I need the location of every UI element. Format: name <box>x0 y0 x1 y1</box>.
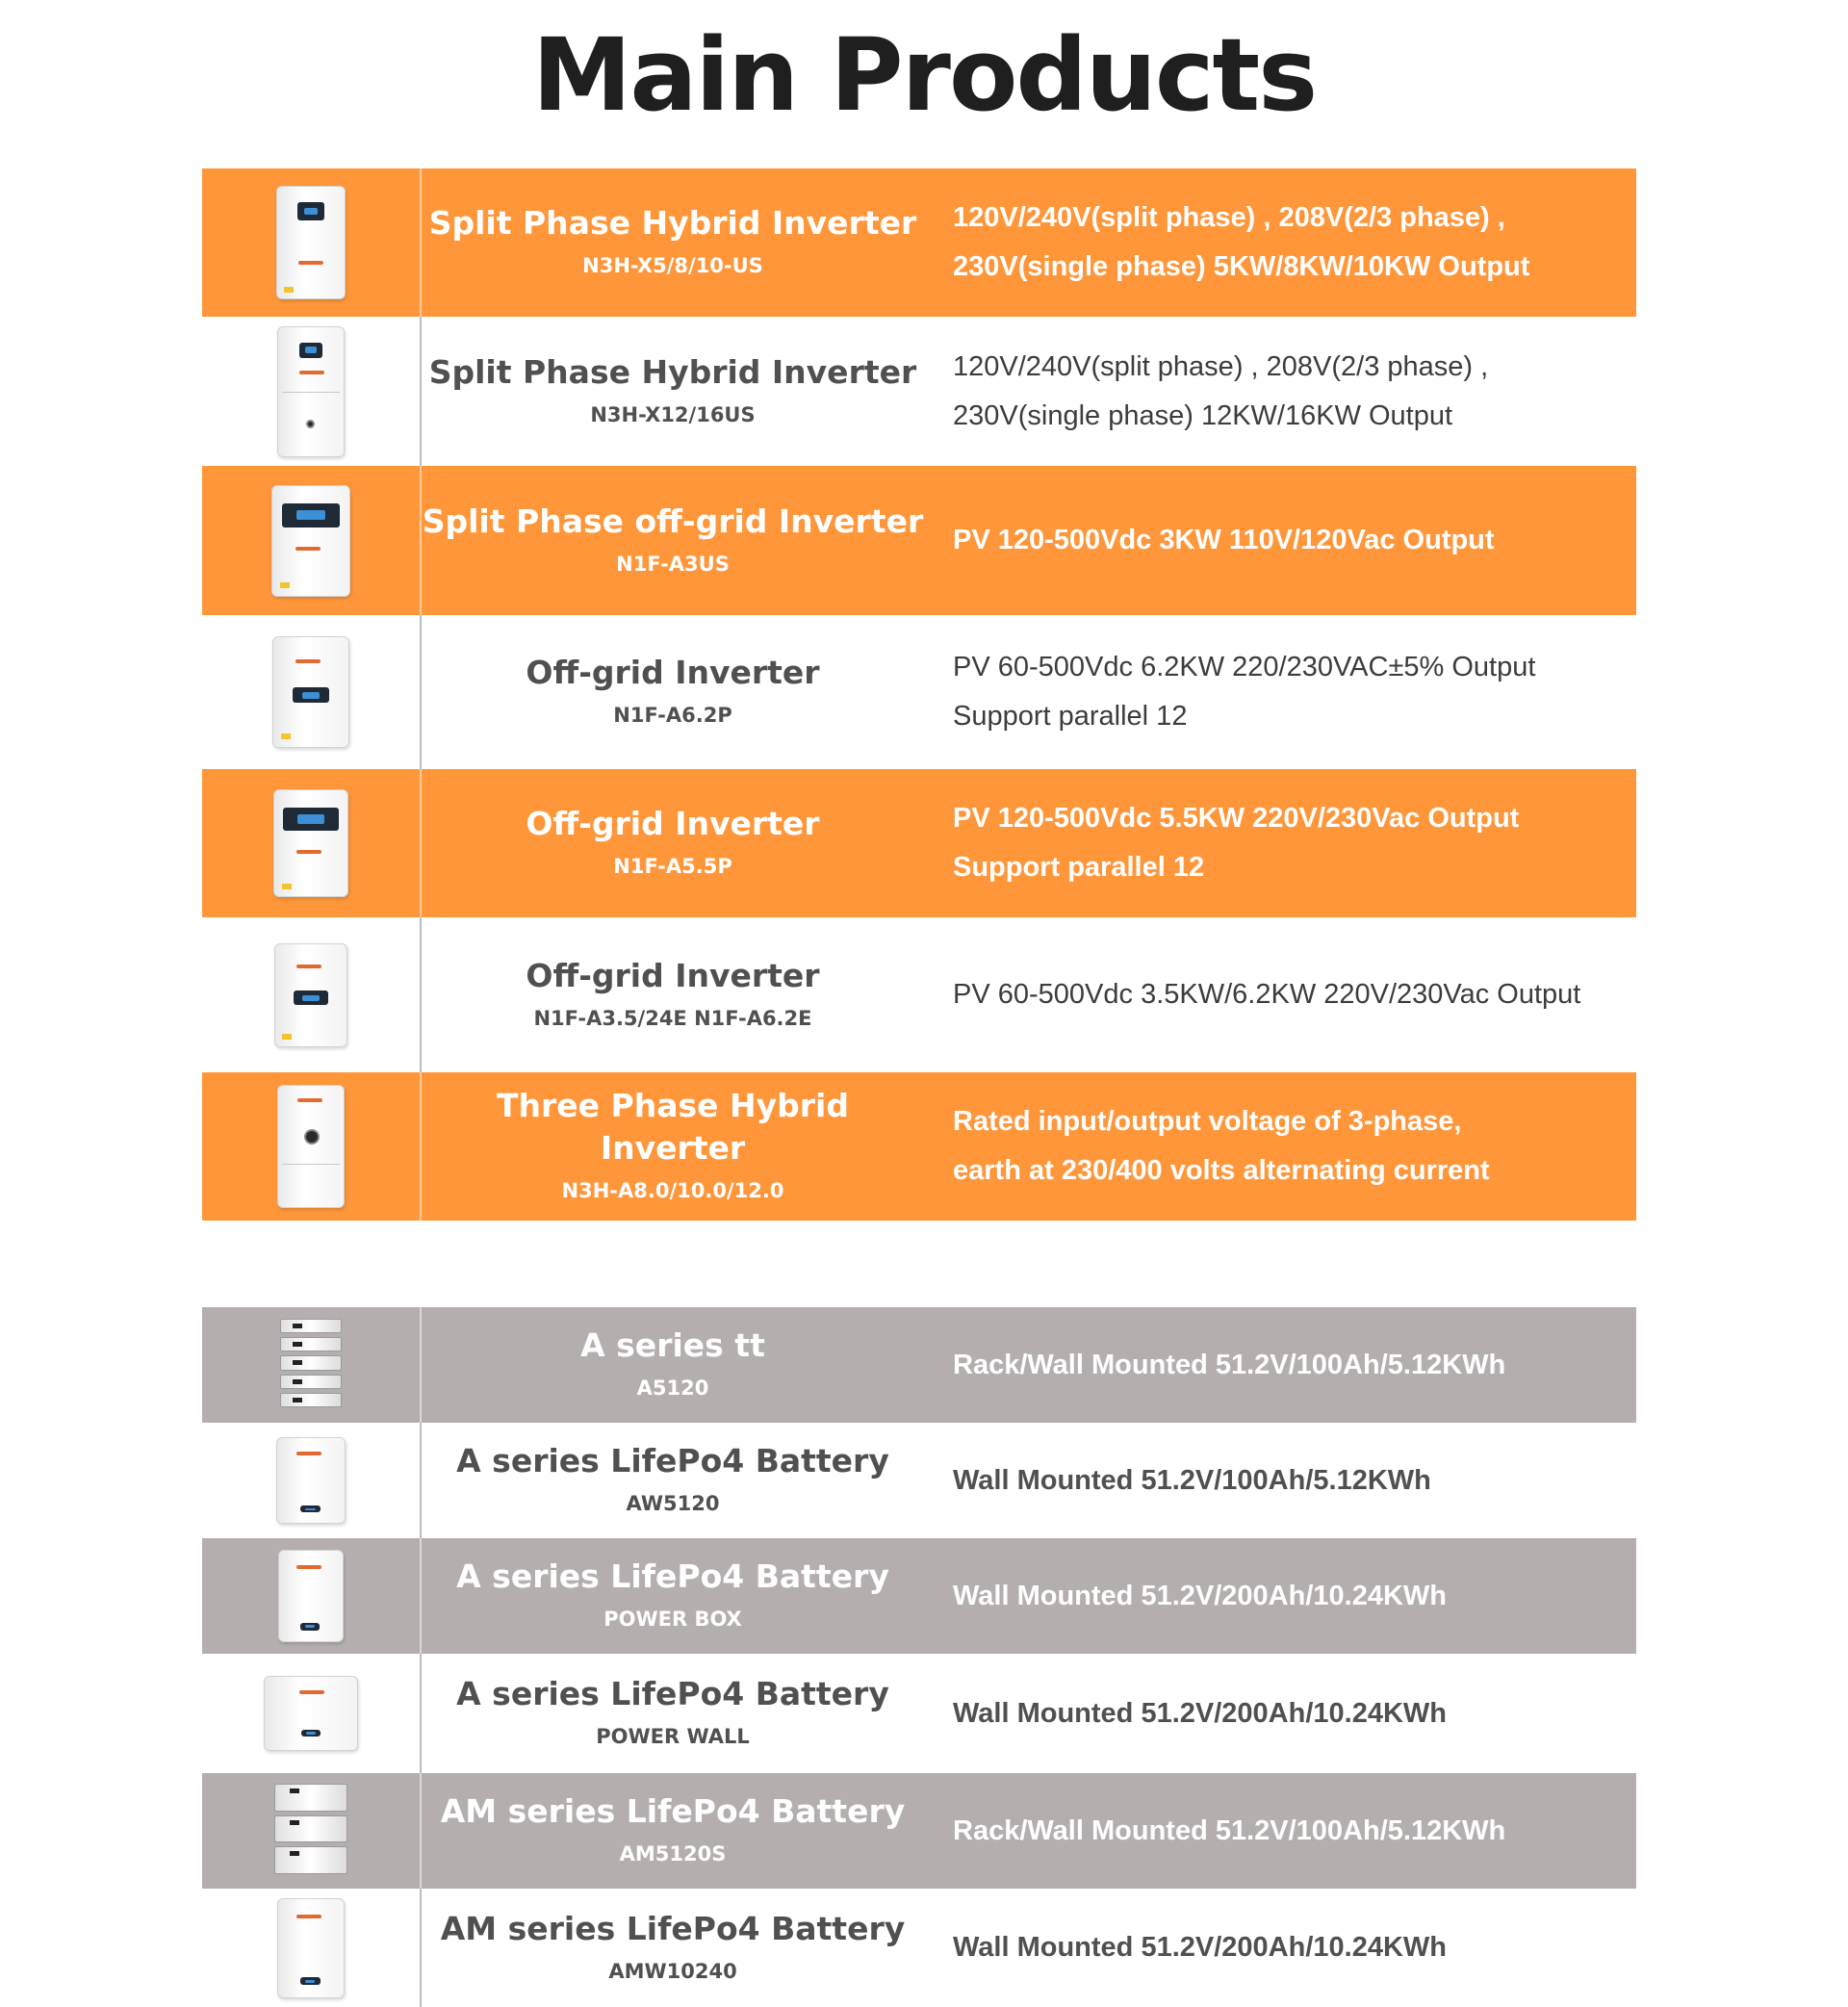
hybrid-inverter-icon <box>276 186 346 299</box>
battery-module <box>274 1815 347 1843</box>
brand-logo <box>295 547 321 551</box>
inverter-table <box>202 168 1636 1221</box>
product-image-cell <box>202 615 422 769</box>
product-name: A series LifePo4 Battery <box>456 1557 889 1595</box>
panel-divider <box>282 1164 340 1165</box>
product-spec-cell <box>924 1307 1636 1423</box>
display-screen <box>282 503 341 527</box>
product-image-cell <box>202 1773 422 1889</box>
spec-line: PV 60-500Vdc 6.2KW 220/230VAC±5% Output <box>953 652 1536 682</box>
display-screen <box>297 202 324 220</box>
spec-line: Wall Mounted 51.2V/200Ah/10.24KWh <box>953 1697 1447 1729</box>
battery-module <box>280 1355 342 1370</box>
product-name: A series tt <box>580 1326 765 1364</box>
inverter-row <box>202 615 1636 769</box>
product-spec-cell <box>924 1538 1636 1654</box>
product-model: N1F-A3.5/24E N1F-A6.2E <box>533 1006 812 1030</box>
spec-line: 120V/240V(split phase) , 208V(2/3 phase) , <box>953 350 1489 382</box>
product-image-cell <box>202 917 422 1072</box>
product-name: AM series LifePo4 Battery <box>440 1909 906 1947</box>
power-knob <box>304 1129 320 1145</box>
battery-row <box>202 1538 1636 1654</box>
product-spec-cell <box>924 1654 1636 1773</box>
spec-line: 230V(single phase) 5KW/8KW/10KW Output <box>953 251 1530 282</box>
spec-line: Support parallel 12 <box>953 701 1188 732</box>
battery-row <box>202 1307 1636 1423</box>
product-image-cell <box>202 168 422 317</box>
product-spec-cell <box>924 168 1636 317</box>
offgrid-inverter-icon <box>272 636 349 748</box>
spec-line: Rated input/output voltage of 3-phase, <box>953 1106 1462 1137</box>
product-model: N1F-A6.2P <box>613 704 732 727</box>
warning-label <box>281 733 291 739</box>
battery-module <box>274 1846 347 1874</box>
product-spec-cell <box>924 917 1636 1072</box>
three-phase-inverter-icon <box>277 1085 345 1208</box>
warning-label <box>282 1034 292 1040</box>
product-name: Split Phase off-grid Inverter <box>422 502 924 540</box>
display-screen <box>283 808 339 831</box>
product-name-cell <box>422 466 924 615</box>
spec-line: earth at 230/400 volts alternating current <box>953 1155 1490 1186</box>
product-image-cell <box>202 466 422 615</box>
brand-logo <box>296 1452 321 1455</box>
product-spec-cell <box>924 466 1636 615</box>
product-spec-cell <box>924 317 1636 466</box>
product-name-cell <box>422 1889 924 2007</box>
product-model: N3H-X12/16US <box>590 402 756 426</box>
offgrid-inverter-icon <box>274 943 347 1047</box>
battery-module <box>280 1375 342 1389</box>
inverter-row <box>202 769 1636 917</box>
inverter-row <box>202 466 1636 615</box>
wall-battery-icon <box>277 1898 345 1998</box>
tall-hybrid-inverter-icon <box>277 326 345 457</box>
product-name-cell <box>422 1307 924 1423</box>
product-model: A5120 <box>636 1377 709 1400</box>
product-name: Split Phase Hybrid Inverter <box>428 204 917 242</box>
product-name-cell <box>422 917 924 1072</box>
product-name-cell <box>422 1072 924 1221</box>
spec-line: Rack/Wall Mounted 51.2V/100Ah/5.12KWh <box>953 1349 1506 1380</box>
product-image-cell <box>202 1654 422 1773</box>
battery-row <box>202 1889 1636 2007</box>
display-screen <box>300 1977 320 1985</box>
spec-line: PV 60-500Vdc 3.5KW/6.2KW 220V/230Vac Output <box>953 979 1581 1010</box>
brand-logo <box>296 965 321 968</box>
product-name: Split Phase Hybrid Inverter <box>428 352 917 391</box>
product-model: N1F-A5.5P <box>613 855 732 878</box>
product-name: A series LifePo4 Battery <box>456 1442 889 1480</box>
display-screen <box>293 687 328 703</box>
wide-wall-battery-icon <box>264 1676 358 1751</box>
product-model: AM5120S <box>619 1842 727 1865</box>
brand-logo <box>296 1565 321 1569</box>
spec-line: Wall Mounted 51.2V/100Ah/5.12KWh <box>953 1464 1431 1496</box>
product-spec-cell <box>924 769 1636 917</box>
product-image-cell <box>202 317 422 466</box>
warning-label <box>282 884 292 889</box>
wall-battery-icon <box>278 1550 344 1642</box>
battery-row <box>202 1654 1636 1773</box>
product-image-cell <box>202 1423 422 1538</box>
battery-module <box>280 1393 342 1407</box>
product-name-cell <box>422 769 924 917</box>
display-screen <box>301 1730 320 1737</box>
display-screen <box>300 1505 321 1512</box>
product-name: Off-grid Inverter <box>526 956 820 994</box>
product-name-cell <box>422 1423 924 1538</box>
spec-line: Rack/Wall Mounted 51.2V/100Ah/5.12KWh <box>953 1814 1506 1846</box>
product-name-cell <box>422 615 924 769</box>
battery-module <box>280 1319 342 1333</box>
product-spec-cell <box>924 1889 1636 2007</box>
brand-logo <box>299 1690 324 1694</box>
product-spec-cell <box>924 615 1636 769</box>
product-spec-cell <box>924 1773 1636 1889</box>
product-model: N3H-A8.0/10.0/12.0 <box>561 1179 784 1202</box>
inverter-row <box>202 168 1636 317</box>
product-spec-cell <box>924 1423 1636 1538</box>
spec-line: Support parallel 12 <box>953 852 1205 883</box>
product-model: AMW10240 <box>608 1959 737 1983</box>
product-name-cell <box>422 1773 924 1889</box>
wall-battery-icon <box>276 1437 346 1524</box>
product-name-cell <box>422 317 924 466</box>
brand-logo <box>299 371 324 374</box>
panel-divider <box>282 392 340 393</box>
battery-module <box>274 1784 347 1812</box>
product-image-cell <box>202 1072 422 1221</box>
page-title: Main Products <box>531 16 1317 134</box>
product-name: Three Phase Hybrid Inverter <box>497 1087 849 1167</box>
product-model: N1F-A3US <box>616 552 730 576</box>
spec-line: Wall Mounted 51.2V/200Ah/10.24KWh <box>953 1932 1447 1963</box>
battery-module <box>280 1337 342 1351</box>
product-name: A series LifePo4 Battery <box>456 1675 889 1712</box>
battery-row <box>202 1773 1636 1889</box>
power-knob <box>306 420 315 428</box>
product-model: POWER WALL <box>596 1725 750 1748</box>
product-name: Off-grid Inverter <box>526 805 820 842</box>
offgrid-inverter-icon <box>271 485 350 597</box>
spec-line: Wall Mounted 51.2V/200Ah/10.24KWh <box>953 1580 1447 1611</box>
product-model: N3H-X5/8/10-US <box>582 254 763 277</box>
inverter-row <box>202 317 1636 466</box>
product-image-cell <box>202 769 422 917</box>
brand-logo <box>296 850 321 854</box>
rack-battery-icon <box>274 1784 347 1878</box>
spec-line: 230V(single phase) 12KW/16KW Output <box>953 399 1453 431</box>
brand-logo <box>297 1098 322 1102</box>
spec-line: PV 120-500Vdc 3KW 110V/120Vac Output <box>953 525 1495 555</box>
battery-row <box>202 1423 1636 1538</box>
spec-line: PV 120-500Vdc 5.5KW 220V/230Vac Output <box>953 803 1520 834</box>
product-image-cell <box>202 1307 422 1423</box>
brand-logo <box>296 1915 321 1918</box>
display-screen <box>300 1623 320 1631</box>
spec-line: 120V/240V(split phase) , 208V(2/3 phase) , <box>953 202 1505 233</box>
display-screen <box>299 343 322 358</box>
product-image-cell <box>202 1538 422 1654</box>
warning-label <box>280 582 290 588</box>
product-model: POWER BOX <box>603 1608 742 1631</box>
brand-logo <box>298 261 323 265</box>
product-spec-cell <box>924 1072 1636 1221</box>
product-name-cell <box>422 1538 924 1654</box>
rack-battery-icon <box>280 1319 342 1411</box>
product-name-cell <box>422 168 924 317</box>
product-name: Off-grid Inverter <box>526 654 820 691</box>
battery-table <box>202 1307 1636 2007</box>
product-name: AM series LifePo4 Battery <box>440 1792 906 1830</box>
product-name-cell <box>422 1654 924 1773</box>
inverter-row <box>202 917 1636 1072</box>
offgrid-inverter-icon <box>273 789 348 897</box>
product-model: AW5120 <box>626 1492 720 1515</box>
product-image-cell <box>202 1889 422 2007</box>
warning-label <box>284 287 294 293</box>
display-screen <box>294 991 328 1005</box>
inverter-row <box>202 1072 1636 1221</box>
brand-logo <box>295 659 321 663</box>
